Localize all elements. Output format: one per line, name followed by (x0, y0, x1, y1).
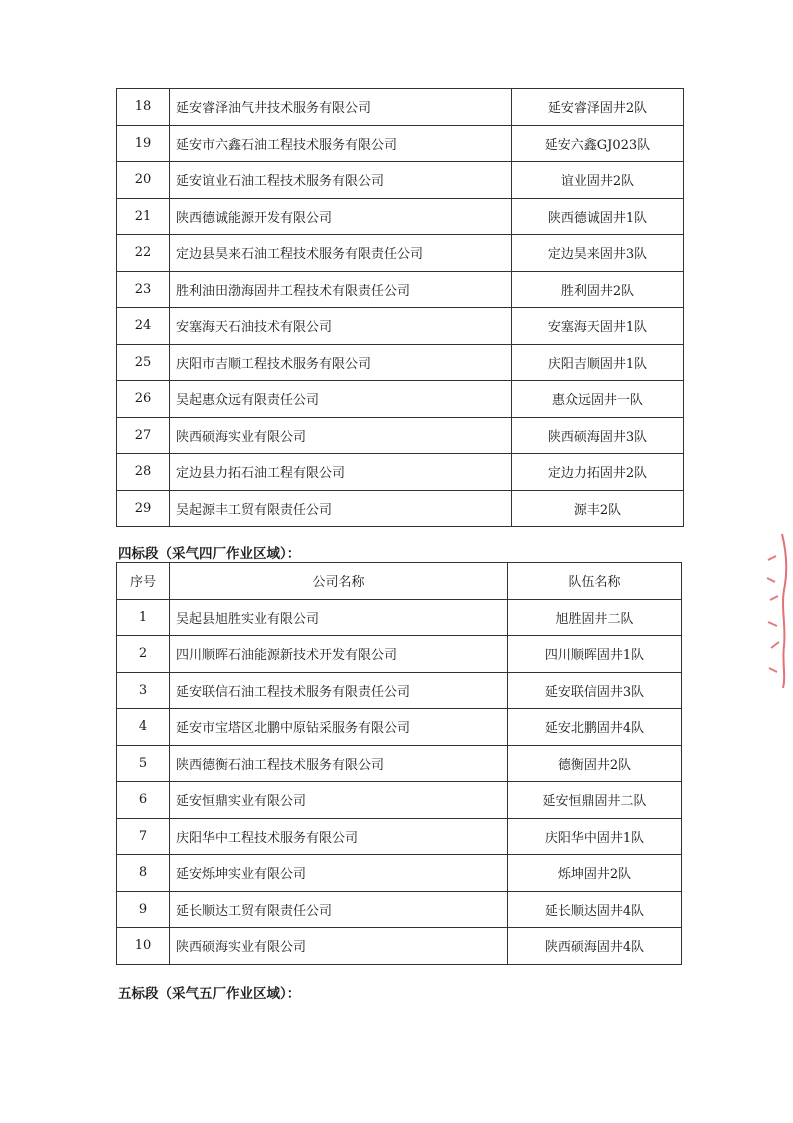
table-row (117, 782, 682, 819)
row-number: 6 (117, 782, 170, 819)
team-name: 源丰2队 (512, 490, 684, 527)
team-name: 延安睿泽固井2队 (512, 89, 684, 126)
company-name: 陕西硕海实业有限公司 (170, 417, 512, 454)
company-name: 延长顺达工贸有限责任公司 (170, 891, 508, 928)
company-name: 胜利油田渤海固井工程技术有限责任公司 (170, 271, 512, 308)
team-name: 安塞海天固井1队 (512, 308, 684, 345)
header-company: 公司名称 (170, 563, 508, 600)
table-row (117, 344, 684, 381)
table-row (117, 381, 684, 418)
table-row (117, 490, 684, 527)
team-name: 陕西硕海固井4队 (508, 928, 682, 965)
company-name: 陕西硕海实业有限公司 (170, 928, 508, 965)
team-name: 谊业固井2队 (512, 162, 684, 199)
row-number: 21 (117, 198, 170, 235)
header-no: 序号 (117, 563, 170, 600)
company-name: 四川顺晖石油能源新技术开发有限公司 (170, 636, 508, 673)
table-row (117, 198, 684, 235)
company-name: 延安联信石油工程技术服务有限责任公司 (170, 672, 508, 709)
company-name: 吴起县旭胜实业有限公司 (170, 599, 508, 636)
company-name: 陕西德诚能源开发有限公司 (170, 198, 512, 235)
table-row (117, 891, 682, 928)
table-row (117, 271, 684, 308)
table-row (117, 235, 684, 272)
row-number: 27 (117, 417, 170, 454)
row-number: 3 (117, 672, 170, 709)
company-name: 定边县力拓石油工程有限公司 (170, 454, 512, 491)
team-name: 旭胜固井二队 (508, 599, 682, 636)
team-name: 庆阳华中固井1队 (508, 818, 682, 855)
table-row (117, 162, 684, 199)
table-row (117, 417, 684, 454)
company-name: 庆阳市吉顺工程技术服务有限公司 (170, 344, 512, 381)
section4-title: 四标段（采气四厂作业区域）： (118, 546, 301, 562)
red-seal-fragment (762, 530, 790, 690)
row-number: 23 (117, 271, 170, 308)
row-number: 4 (117, 709, 170, 746)
table-row (117, 855, 682, 892)
team-name: 陕西硕海固井3队 (512, 417, 684, 454)
table-row (117, 89, 684, 126)
team-name: 延安恒鼎固井二队 (508, 782, 682, 819)
table-row (117, 745, 682, 782)
row-number: 9 (117, 891, 170, 928)
company-name: 安塞海天石油技术有限公司 (170, 308, 512, 345)
team-name: 延安六鑫GJ023队 (512, 125, 684, 162)
team-name: 定边昊来固井3队 (512, 235, 684, 272)
table-row (117, 672, 682, 709)
table-row (117, 636, 682, 673)
team-name: 延安北鹏固井4队 (508, 709, 682, 746)
row-number: 29 (117, 490, 170, 527)
company-name: 陕西德衡石油工程技术服务有限公司 (170, 745, 508, 782)
team-name: 德衡固井2队 (508, 745, 682, 782)
row-number: 28 (117, 454, 170, 491)
table-section4 (116, 562, 682, 965)
team-name: 庆阳吉顺固井1队 (512, 344, 684, 381)
row-number: 26 (117, 381, 170, 418)
row-number: 20 (117, 162, 170, 199)
company-name: 庆阳华中工程技术服务有限公司 (170, 818, 508, 855)
team-name: 陕西德诚固井1队 (512, 198, 684, 235)
company-name: 延安谊业石油工程技术服务有限公司 (170, 162, 512, 199)
team-name: 延长顺达固井4队 (508, 891, 682, 928)
table-row (117, 308, 684, 345)
team-name: 胜利固井2队 (512, 271, 684, 308)
table-row (117, 709, 682, 746)
team-name: 延安联信固井3队 (508, 672, 682, 709)
team-name: 烁坤固井2队 (508, 855, 682, 892)
team-name: 四川顺晖固井1队 (508, 636, 682, 673)
row-number: 2 (117, 636, 170, 673)
table-row (117, 454, 684, 491)
row-number: 18 (117, 89, 170, 126)
row-number: 25 (117, 344, 170, 381)
company-name: 吴起惠众远有限责任公司 (170, 381, 512, 418)
table-section3-continued (116, 88, 684, 527)
team-name: 惠众远固井一队 (512, 381, 684, 418)
company-name: 延安睿泽油气井技术服务有限公司 (170, 89, 512, 126)
table-row (117, 125, 684, 162)
row-number: 1 (117, 599, 170, 636)
row-number: 19 (117, 125, 170, 162)
row-number: 10 (117, 928, 170, 965)
table-row (117, 818, 682, 855)
company-name: 延安市六鑫石油工程技术服务有限公司 (170, 125, 512, 162)
company-name: 定边县昊来石油工程技术服务有限责任公司 (170, 235, 512, 272)
company-name: 吴起源丰工贸有限责任公司 (170, 490, 512, 527)
table-header-row (117, 563, 682, 600)
row-number: 8 (117, 855, 170, 892)
row-number: 5 (117, 745, 170, 782)
company-name: 延安烁坤实业有限公司 (170, 855, 508, 892)
table-row (117, 599, 682, 636)
row-number: 7 (117, 818, 170, 855)
header-team: 队伍名称 (508, 563, 682, 600)
table-row (117, 928, 682, 965)
section5-title: 五标段（采气五厂作业区域）： (118, 986, 301, 1002)
company-name: 延安市宝塔区北鹏中原钻采服务有限公司 (170, 709, 508, 746)
team-name: 定边力拓固井2队 (512, 454, 684, 491)
row-number: 22 (117, 235, 170, 272)
company-name: 延安恒鼎实业有限公司 (170, 782, 508, 819)
row-number: 24 (117, 308, 170, 345)
